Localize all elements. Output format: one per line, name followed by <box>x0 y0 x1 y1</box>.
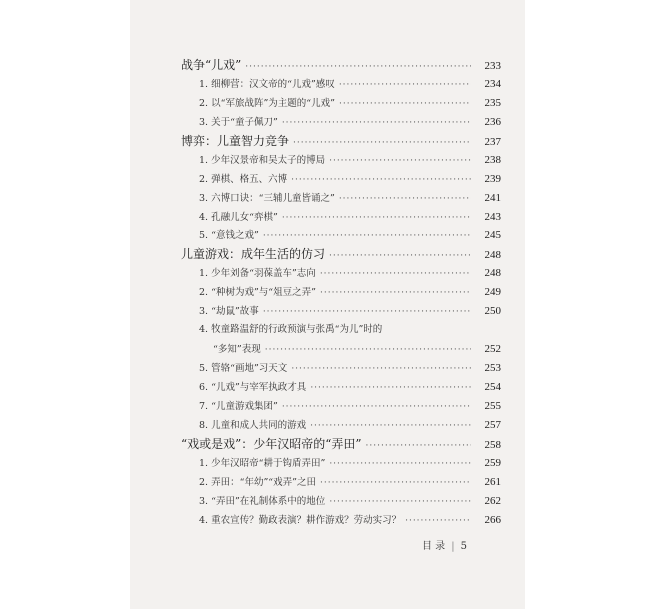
toc-title: 2. “种树为戏”与“俎豆之弄” <box>199 287 317 299</box>
toc-entry-row <box>181 151 501 170</box>
toc-title: 1. 少年汉昭帝“耕于钩盾弄田” <box>199 457 326 469</box>
toc-page-number: 259 <box>484 456 501 469</box>
toc-page-number: 238 <box>484 153 501 166</box>
toc-entry-row <box>181 208 501 227</box>
toc-entry-row <box>181 416 501 435</box>
toc-leader-dots <box>329 455 471 474</box>
toc-leader-dots <box>263 227 471 246</box>
toc-leader-dots <box>265 341 471 360</box>
page-footer <box>422 537 467 552</box>
toc-entry-row <box>181 170 501 189</box>
toc-page-number: 258 <box>484 438 501 451</box>
toc-page-number: 254 <box>484 380 501 393</box>
toc-page-number: 235 <box>484 96 501 109</box>
toc-entry-row <box>181 492 501 511</box>
toc-title: 2. 以“军旅战阵”为主题的“儿戏” <box>199 97 336 109</box>
toc-title: 1. 少年汉景帝和吴太子的博局 <box>199 154 326 166</box>
toc-section-row <box>181 132 501 151</box>
toc-title: 5. “意钱之戏” <box>199 230 259 242</box>
toc-title: “戏或是戏”：少年汉昭帝的“弄田” <box>181 436 362 451</box>
toc-entry-row <box>181 473 501 492</box>
toc-leader-dots <box>320 284 471 303</box>
toc-page-number: 237 <box>484 135 501 148</box>
toc-leader-dots <box>339 95 471 114</box>
toc-title: 3. 关于“童子佩刀” <box>199 116 278 128</box>
footer-label: 目 录 <box>422 541 446 552</box>
toc-entry-row <box>181 378 501 397</box>
toc-page-number: 253 <box>484 362 501 374</box>
toc-entry-row <box>181 340 501 359</box>
toc-leader-dots <box>329 247 471 266</box>
toc-leader-dots <box>329 152 471 171</box>
toc-leader-dots <box>405 512 471 531</box>
toc-entry-row <box>181 454 501 473</box>
toc-leader-dots <box>329 493 471 512</box>
toc-title: 1. 少年刘备“羽葆盖车”志向 <box>199 268 316 280</box>
toc-leader-dots <box>291 171 471 190</box>
toc-page-number: 248 <box>484 267 501 280</box>
toc-leader-dots <box>263 303 471 322</box>
toc-entry-row <box>181 511 501 530</box>
toc-page-number: 236 <box>484 115 501 128</box>
toc-leader-dots <box>282 398 471 417</box>
toc-page-number: 266 <box>484 513 501 526</box>
toc-title: 6. “儿戏”与宰军执政才具 <box>199 381 307 393</box>
toc-entry-row <box>181 189 501 208</box>
toc-title: 8. 儿童和成人共同的游戏 <box>199 419 307 431</box>
toc-page-number: 252 <box>484 343 501 356</box>
toc-leader-dots <box>320 474 471 493</box>
toc-page-number: 261 <box>484 475 501 488</box>
toc-entry-row <box>181 113 501 132</box>
toc-leader-dots <box>320 265 471 284</box>
toc-entry-row <box>181 75 501 94</box>
toc-page-number: 249 <box>484 286 501 299</box>
toc-entry-row <box>181 397 501 416</box>
toc-title: 4. 牧童路温舒的行政预演与张禹“为儿”时的 <box>199 324 383 336</box>
toc-page-number: 255 <box>484 399 501 412</box>
toc-title: 博弈：儿童智力竞争 <box>181 133 290 148</box>
toc-title: 3. 六博口诀：“三辅儿童皆诵之” <box>199 192 335 204</box>
toc-page-number: 233 <box>484 60 501 72</box>
toc-title: 儿童游戏：成年生活的仿习 <box>181 247 326 262</box>
toc-leader-dots <box>366 437 471 456</box>
toc-title: 2. 弹棋、格五、六博 <box>199 173 288 185</box>
toc-leader-dots <box>310 417 471 436</box>
toc-leader-dots <box>339 76 471 95</box>
toc-title: 2. 弄田：“年幼”“戏弄”之田 <box>199 476 317 488</box>
toc-page-number: 262 <box>484 494 501 507</box>
toc-page-number: 250 <box>484 305 501 318</box>
footer-separator: | <box>451 541 455 552</box>
toc-section-row <box>181 56 501 75</box>
toc-page-number: 248 <box>484 249 501 262</box>
toc-title: 7. “儿童游戏集团” <box>199 400 278 412</box>
toc-leader-dots <box>291 360 471 379</box>
toc-leader-dots <box>310 379 471 398</box>
toc-entry-row <box>181 94 501 113</box>
toc-entry-row <box>181 321 501 340</box>
toc-entry-row <box>181 226 501 245</box>
toc-title: “多知”表现 <box>213 344 261 356</box>
toc-leader-dots <box>339 190 471 209</box>
toc-page-number: 245 <box>484 229 501 242</box>
toc-entry-row <box>181 359 501 378</box>
toc-title: 3. “劫鼠”故事 <box>199 306 259 318</box>
toc-entry-row <box>181 302 501 321</box>
toc-leader-dots <box>245 58 471 77</box>
toc-page-number: 257 <box>484 418 501 431</box>
toc-title: 3. “弄田”在礼制体系中的地位 <box>199 495 326 507</box>
toc-page-number: 241 <box>484 191 501 204</box>
toc-entry-row <box>181 264 501 283</box>
toc-page-number: 234 <box>484 77 501 90</box>
toc-page-number: 243 <box>484 210 501 223</box>
toc-title: 4. 重农宣传？勤政表演？耕作游戏？劳动实习？ <box>199 514 402 526</box>
toc-leader-dots <box>282 209 471 228</box>
toc-leader-dots <box>282 114 471 133</box>
toc-title: 1. 细柳营：汉文帝的“儿戏”感叹 <box>199 78 335 90</box>
table-of-contents <box>181 56 501 529</box>
toc-title: 5. 管辂“画地”习天文 <box>199 363 288 374</box>
toc-title: 战争“儿戏” <box>181 58 242 72</box>
toc-title: 4. 孔融儿女“弈棋” <box>199 211 278 223</box>
toc-section-row <box>181 435 501 454</box>
toc-page-number: 239 <box>484 172 501 185</box>
toc-section-row <box>181 245 501 264</box>
toc-leader-dots <box>293 134 471 153</box>
footer-page-number: 5 <box>460 541 467 552</box>
toc-entry-row <box>181 283 501 302</box>
